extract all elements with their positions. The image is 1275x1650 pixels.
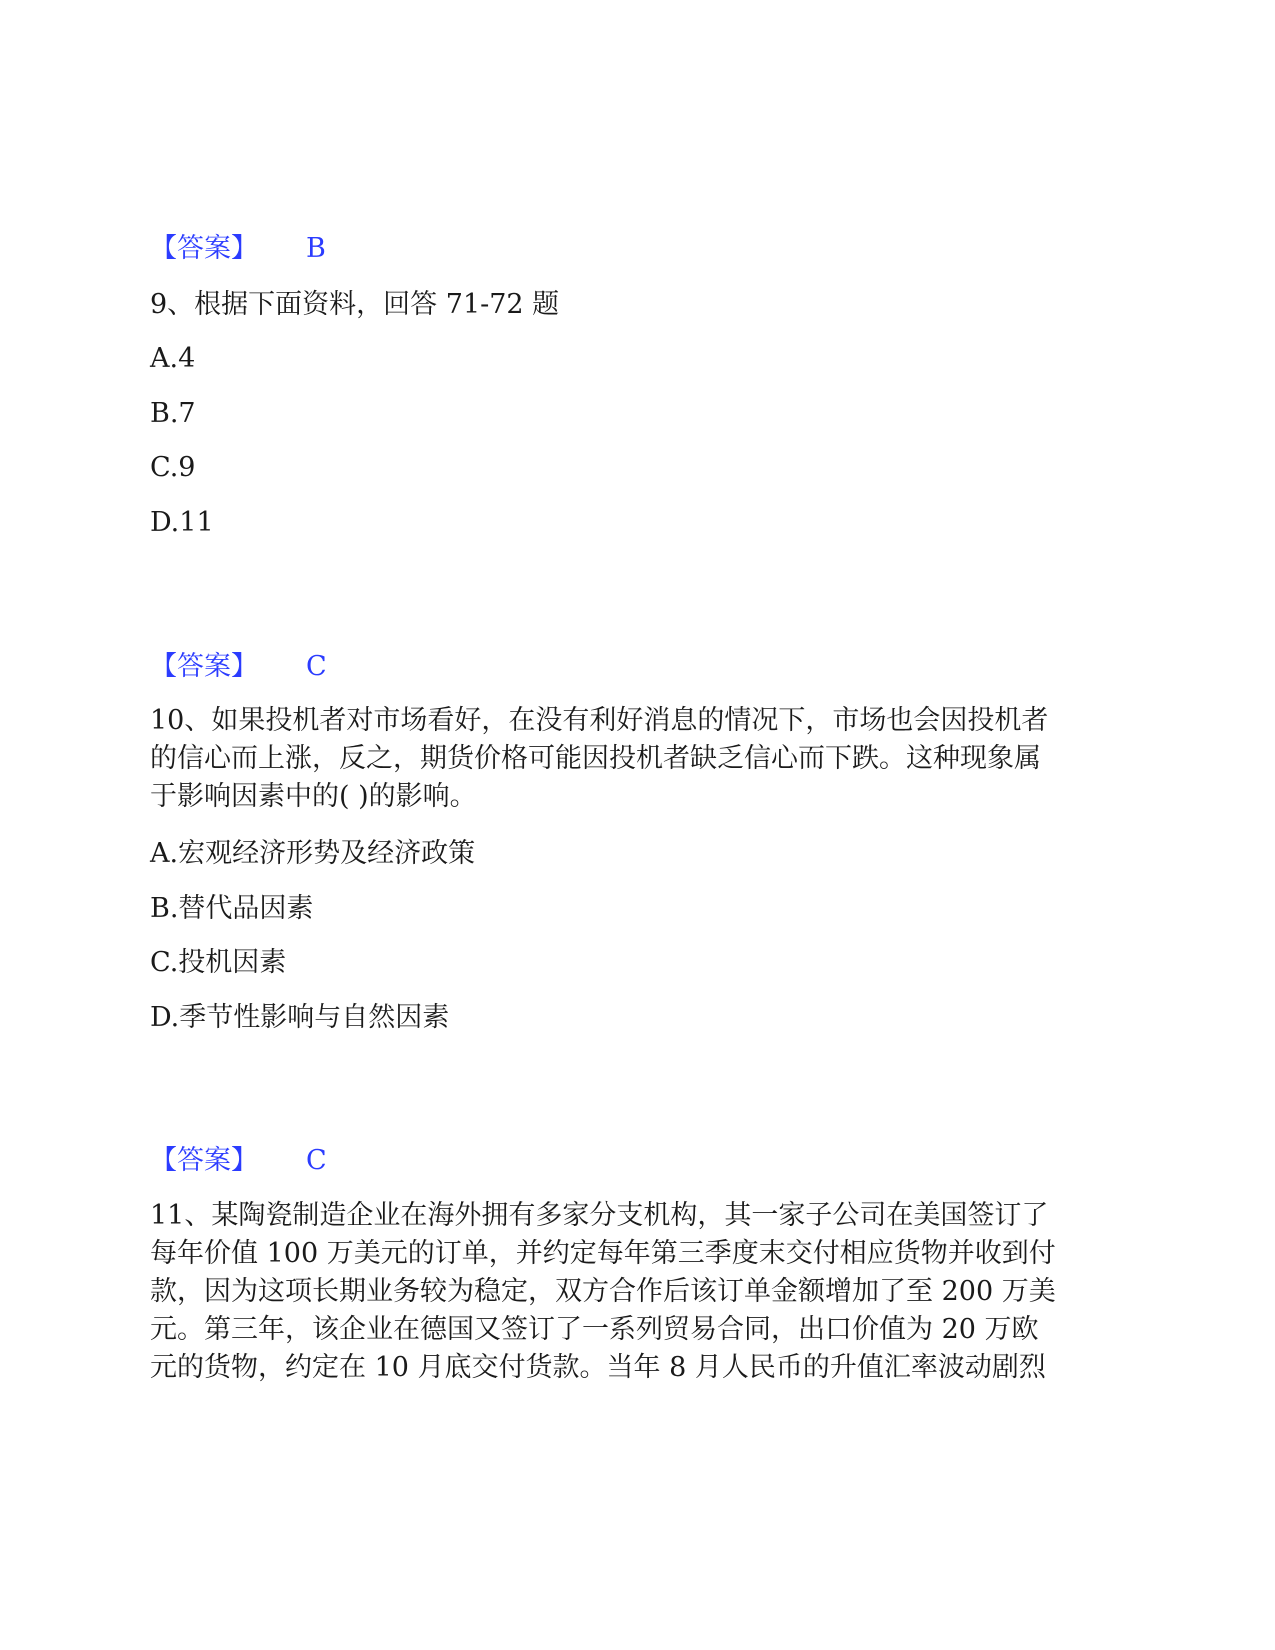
- question-11: [150, 1197, 1130, 1387]
- answer-label: 【答案】: [150, 1145, 258, 1176]
- option-a: A.4: [150, 343, 196, 374]
- question-text-line: 的信心而上涨，反之，期货价格可能因投机者缺乏信心而下跌。这种现象属: [150, 743, 1041, 774]
- option-d: D.11: [150, 507, 214, 538]
- answer-label: 【答案】: [150, 651, 258, 682]
- option-b: B.7: [150, 398, 196, 429]
- question-text-line: 元。第三年，该企业在德国又签订了一系列贸易合同，出口价值为 20 万欧: [150, 1314, 1039, 1345]
- question-text-line: 10、如果投机者对市场看好，在没有利好消息的情况下，市场也会因投机者: [150, 705, 1049, 736]
- answer-line-1: [150, 232, 326, 266]
- answer-line-2: [150, 650, 327, 684]
- question-10: [150, 702, 1130, 816]
- question-text-line: 于影响因素中的( )的影响。: [150, 781, 477, 812]
- option-b: B.替代品因素: [150, 893, 314, 924]
- question-9: [150, 286, 1130, 324]
- option-c: C.9: [150, 452, 196, 483]
- question-text-line: 元的货物，约定在 10 月底交付货款。当年 8 月人民币的升值汇率波动剧烈: [150, 1352, 1046, 1383]
- answer-value: C: [306, 651, 327, 682]
- question-text: 9、根据下面资料，回答 71-72 题: [150, 289, 560, 320]
- answer-value: B: [306, 233, 326, 264]
- question-text-line: 每年价值 100 万美元的订单，并约定每年第三季度末交付相应货物并收到付: [150, 1238, 1056, 1269]
- answer-line-3: [150, 1144, 327, 1178]
- option-c: C.投机因素: [150, 947, 287, 978]
- option-d: D.季节性影响与自然因素: [150, 1002, 450, 1033]
- option-a: A.宏观经济形势及经济政策: [150, 838, 476, 869]
- question-text-line: 11、某陶瓷制造企业在海外拥有多家分支机构，其一家子公司在美国签订了: [150, 1200, 1049, 1231]
- question-text-line: 款，因为这项长期业务较为稳定，双方合作后该订单金额增加了至 200 万美: [150, 1276, 1056, 1307]
- answer-label: 【答案】: [150, 233, 258, 264]
- answer-value: C: [306, 1145, 327, 1176]
